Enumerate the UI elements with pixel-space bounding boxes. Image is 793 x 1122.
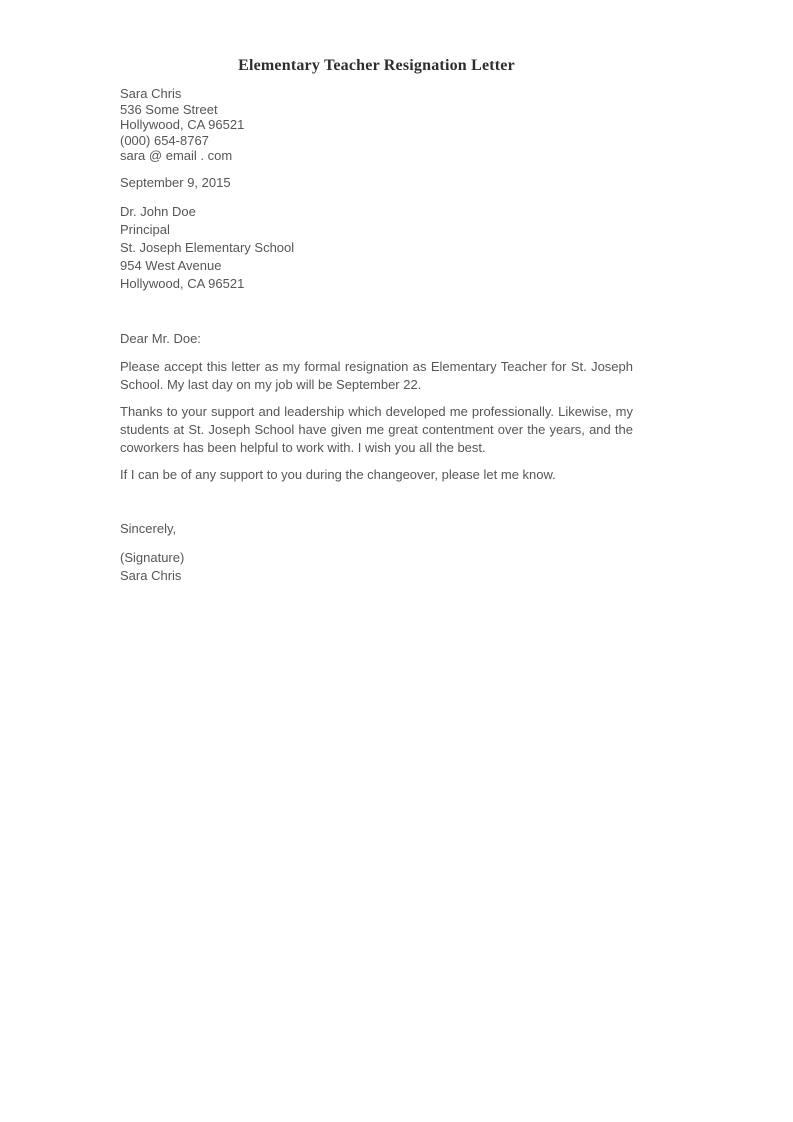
sender-address-block — [120, 86, 633, 164]
signature-placeholder: (Signature) — [120, 549, 185, 565]
recipient-job-title: Principal — [120, 221, 170, 237]
sender-city-state: Hollywood, CA 96521 — [120, 117, 245, 133]
body-paragraph-2: Thanks to your support and leadership which developed me professionally. Likewise, my students at St. Joseph School have given me great contentment over the years, and the coworkers has been helpful to work with. I wish you all the best. — [120, 403, 633, 455]
body-paragraph-3: If I can be of any support to you during the changeover, please let me know. — [120, 466, 556, 482]
body-paragraph-1: Please accept this letter as my formal resignation as Elementary Teacher for St. Joseph School. My last day on my job will be September 22. — [120, 358, 633, 392]
recipient-city-state: Hollywood, CA 96521 — [120, 275, 245, 291]
letter-content — [120, 56, 633, 585]
recipient-address-block — [120, 203, 633, 293]
signature-name: Sara Chris — [120, 567, 182, 583]
recipient-street: 954 West Avenue — [120, 257, 222, 273]
letter-title: Elementary Teacher Resignation Letter — [238, 57, 515, 74]
closing: Sincerely, — [120, 520, 177, 536]
sender-email: sara @ email . com — [120, 148, 233, 164]
recipient-name: Dr. John Doe — [120, 203, 196, 219]
signature-block — [120, 549, 633, 585]
sender-street: 536 Some Street — [120, 101, 218, 117]
salutation: Dear Mr. Doe: — [120, 330, 201, 346]
recipient-school: St. Joseph Elementary School — [120, 239, 295, 255]
sender-phone: (000) 654-8767 — [120, 132, 209, 148]
letter-date: September 9, 2015 — [120, 174, 231, 190]
sender-name: Sara Chris — [120, 86, 182, 101]
